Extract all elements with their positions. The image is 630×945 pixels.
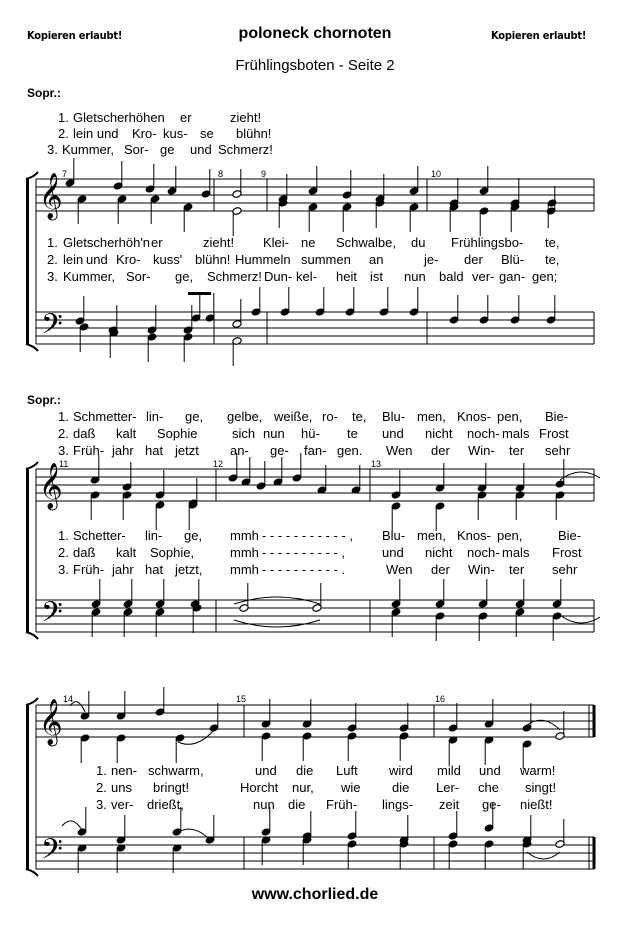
bass-clef: 𝄢 <box>41 308 63 348</box>
lyric-word: te <box>347 426 358 441</box>
lyric-word: je- <box>424 252 439 267</box>
lyric-word: men, <box>417 528 446 543</box>
lyric-word: te, <box>352 409 367 424</box>
lyric-word: men, <box>417 409 446 424</box>
copy-notice-left: Kopieren erlaubt! <box>27 29 123 42</box>
lyric-word: Dun- <box>264 269 293 284</box>
lyric-word: ge, <box>184 528 203 543</box>
lyric-word: ge- <box>270 443 289 458</box>
lyric-word: nur, <box>292 780 314 795</box>
lyric-word: Blu- <box>382 409 406 424</box>
lyric-word: Knos- <box>457 409 491 424</box>
lyric-word: ne <box>301 235 316 250</box>
lyric-word: die <box>296 763 314 778</box>
lyric-word: jetzt <box>175 443 199 458</box>
lyric-word: gen; <box>532 269 558 284</box>
lyric-word: er <box>151 235 163 250</box>
lyric-word: 1. <box>96 763 107 778</box>
lyric-word: 2. <box>58 545 69 560</box>
lyric-word: Früh- <box>73 443 105 458</box>
lyric-word: Frost <box>539 426 569 441</box>
lyric-word: mmh <box>230 528 259 543</box>
lyric-word: ist <box>370 269 383 284</box>
lyric-word: che <box>478 780 499 795</box>
lyric-word: 2. <box>47 252 58 267</box>
lyric-word: der <box>464 252 483 267</box>
lyric-word: 3. <box>58 562 69 577</box>
lyric-word: an- <box>230 443 249 458</box>
lyric-word: weiße, <box>274 409 313 424</box>
lyric-word: Luft <box>336 763 358 778</box>
lyric-word: ver- <box>472 269 495 284</box>
lyric-word: zieht! <box>203 235 235 250</box>
lyric-word: Sor- <box>124 142 149 157</box>
lyric-word: kalt <box>116 545 137 560</box>
lyric-word: mmh <box>230 545 259 560</box>
lyric-word: Win- <box>468 562 495 577</box>
lyric-word: 2. <box>96 780 107 795</box>
lyric-word: ge, <box>185 409 204 424</box>
lyric-word: und <box>382 426 404 441</box>
lyric-word: nießt! <box>520 797 553 812</box>
system-2-lyric-line-3 <box>0 562 630 578</box>
lyric-word: die <box>288 797 306 812</box>
lyric-word: Schmerz! <box>218 142 273 157</box>
lyric-word: se <box>200 126 214 141</box>
lyric-word: kus- <box>163 126 188 141</box>
lyric-word: Gletscherhöh'n <box>63 235 151 250</box>
lyric-word: mild <box>437 763 461 778</box>
lyric-word: singt! <box>525 780 557 795</box>
lyric-word: noch- <box>467 426 500 441</box>
lyric-word: drießt, <box>147 797 184 812</box>
lyric-word: und <box>382 545 404 560</box>
lyric-word: Bie- <box>558 528 582 543</box>
system-3-lyric-line-1 <box>0 763 630 779</box>
lyric-word: ge- <box>482 797 501 812</box>
lyric-word: daß <box>73 426 96 441</box>
lyric-word: ter <box>509 562 525 577</box>
lyric-word: blühn! <box>236 126 272 141</box>
lyric-word: Ler- <box>436 780 460 795</box>
lyric-word: zieht! <box>230 110 262 125</box>
lyric-word: Frühlingsbo- <box>451 235 524 250</box>
measure-number: 16 <box>435 694 446 704</box>
lyric-word: kel- <box>296 269 317 284</box>
lyric-word: - - - - - - - - - - , <box>262 545 346 560</box>
lyric-word: uns <box>111 780 132 795</box>
lyric-word: an <box>369 252 384 267</box>
lyric-word: 2. <box>58 426 69 441</box>
system-2-soprano-lyric-line-2 <box>0 426 630 442</box>
lyric-word: lein <box>63 252 84 267</box>
system-1-soprano-label: Sopr.: <box>27 86 62 100</box>
lyric-word: ter <box>509 443 525 458</box>
lyric-word: blühn! <box>195 252 231 267</box>
lyric-word: Knos- <box>457 528 491 543</box>
lyric-word: - - - - - - - - - - - , <box>262 528 353 543</box>
lyric-word: Hummeln <box>235 252 291 267</box>
system-1-soprano-lyric-line-2 <box>0 126 630 142</box>
lyric-word: noch- <box>467 545 500 560</box>
lyric-word: nicht <box>425 545 453 560</box>
system-2-lyric-line-1 <box>0 528 630 544</box>
system-bracket <box>26 869 38 876</box>
lyric-word: mals <box>502 545 530 560</box>
lyric-word: und <box>479 763 501 778</box>
lyric-word: lein und <box>73 126 119 141</box>
lyric-word: 3. <box>96 797 107 812</box>
lyric-word: Kro- <box>132 126 157 141</box>
system-bracket <box>26 172 38 179</box>
measure-number: 15 <box>236 694 247 704</box>
lyric-word: te, <box>545 252 560 267</box>
lyric-word: zeit <box>439 797 460 812</box>
system-1-lyric-line-3 <box>0 269 630 285</box>
lyric-word: Früh- <box>326 797 358 812</box>
lyric-word: nicht <box>425 426 453 441</box>
lyric-word: - - - - - - - - - - . <box>262 562 346 577</box>
system-1-soprano-lyric-line-3 <box>0 142 630 158</box>
lyric-word: lin- <box>146 409 164 424</box>
system-3-lyric-line-3 <box>0 797 630 813</box>
website-footer: www.chorlied.de <box>251 886 379 903</box>
lyric-word: lings- <box>382 797 414 812</box>
lyric-word: lin- <box>145 528 163 543</box>
measure-number: 9 <box>261 169 267 179</box>
lyric-word: jahr <box>112 562 134 577</box>
system-1-soprano-lyric-line-1 <box>0 110 630 126</box>
lyric-word: bald <box>439 269 464 284</box>
treble-clef: 𝄞 <box>39 173 63 219</box>
system-1-lyric-line-1 <box>0 235 630 251</box>
lyric-word: pen, <box>497 528 523 543</box>
lyric-word: Horcht <box>240 780 279 795</box>
lyric-word: Schwalbe, <box>336 235 396 250</box>
lyric-word: 3. <box>47 142 58 157</box>
measure-number: 8 <box>218 169 224 179</box>
lyric-word: Blü- <box>501 252 525 267</box>
lyric-word: nun <box>263 426 285 441</box>
measure-number: 7 <box>62 169 68 179</box>
bass-clef: 𝄢 <box>41 833 63 873</box>
treble-clef: 𝄞 <box>39 699 63 745</box>
lyric-word: ge, <box>175 269 194 284</box>
publisher-title: poloneck chornoten <box>238 25 392 42</box>
lyric-word: kuss' <box>153 252 183 267</box>
lyric-word: Kummer, <box>63 269 116 284</box>
lyric-word: sehr <box>552 562 578 577</box>
lyric-word: bringt! <box>153 780 190 795</box>
lyric-word: jahr <box>112 443 134 458</box>
lyric-word: mmh <box>230 562 259 577</box>
lyric-word: 3. <box>47 269 58 284</box>
lyric-word: Kummer, <box>62 142 115 157</box>
slur <box>62 821 82 830</box>
lyric-word: hü- <box>301 426 320 441</box>
lyric-word: gelbe, <box>227 409 263 424</box>
lyric-word: und <box>86 252 108 267</box>
lyric-word: Kro- <box>116 252 141 267</box>
lyric-word: fan- <box>304 443 327 458</box>
lyric-word: der <box>431 443 450 458</box>
lyric-word: 3. <box>58 443 69 458</box>
lyric-word: er <box>180 110 192 125</box>
lyric-word: Sor- <box>126 269 151 284</box>
lyric-word: Klei- <box>263 235 290 250</box>
lyric-word: jetzt, <box>175 562 203 577</box>
system-2-lyric-line-2 <box>0 545 630 561</box>
measure-number: 13 <box>371 459 382 469</box>
lyric-word: gan- <box>499 269 526 284</box>
lyric-word: nun <box>404 269 426 284</box>
measure-number: 14 <box>63 694 74 704</box>
lyric-word: mals <box>502 426 530 441</box>
treble-clef: 𝄞 <box>39 463 63 509</box>
lyric-word: hat <box>145 443 164 458</box>
system-2-soprano-label: Sopr.: <box>27 393 62 407</box>
system-bracket <box>26 344 38 351</box>
system-bracket <box>26 462 38 469</box>
lyric-word: Bie- <box>545 409 569 424</box>
lyric-word: 1. <box>58 528 69 543</box>
lyric-word: Wen <box>386 562 413 577</box>
lyric-word: 2. <box>58 126 69 141</box>
lyric-word: ge <box>160 142 175 157</box>
lyric-word: sehr <box>545 443 571 458</box>
lyric-word: Win- <box>468 443 495 458</box>
lyric-word: te, <box>545 235 560 250</box>
measure-number: 11 <box>59 459 69 469</box>
lyric-word: der <box>431 562 450 577</box>
lyric-word: Schmerz! <box>207 269 262 284</box>
lyric-word: summen <box>301 252 351 267</box>
lyric-word: Blu- <box>382 528 406 543</box>
system-bracket <box>26 698 38 705</box>
system-2-soprano-lyric-line-1 <box>0 409 630 425</box>
lyric-word: Frost <box>552 545 582 560</box>
lyric-word: hat <box>145 562 164 577</box>
bass-clef: 𝄢 <box>41 596 63 636</box>
system-bracket <box>26 632 38 639</box>
lyric-word: heit <box>336 269 357 284</box>
measure-number: 12 <box>213 459 224 469</box>
lyric-word: sich <box>232 426 256 441</box>
lyric-word: Gletscherhöhen <box>73 110 165 125</box>
page-subtitle: Frühlingsboten - Seite 2 <box>235 57 395 74</box>
lyric-word: Wen <box>386 443 413 458</box>
beam <box>188 292 211 295</box>
system-3-lyric-line-2 <box>0 780 630 796</box>
lyric-word: wird <box>389 763 413 778</box>
lyric-word: gen. <box>337 443 363 458</box>
lyric-word: daß <box>73 545 96 560</box>
lyric-word: 1. <box>58 110 69 125</box>
lyric-word: schwarm, <box>148 763 204 778</box>
measure-number: 10 <box>431 169 442 179</box>
system-1-lyric-line-2 <box>0 252 630 268</box>
lyric-word: wie <box>341 780 361 795</box>
lyric-word: kalt <box>116 426 137 441</box>
copy-notice-right: Kopieren erlaubt! <box>491 29 587 42</box>
lyric-word: Sophie, <box>150 545 195 560</box>
lyric-word: Schetter- <box>73 528 126 543</box>
lyric-word: Schmetter- <box>73 409 137 424</box>
lyric-word: die <box>392 780 410 795</box>
lyric-word: ver- <box>111 797 134 812</box>
lyric-word: 1. <box>58 409 69 424</box>
lyric-word: warm! <box>520 763 556 778</box>
lyric-word: du <box>411 235 426 250</box>
lyric-word: nun <box>253 797 275 812</box>
lyric-word: 1. <box>47 235 58 250</box>
lyric-word: und <box>255 763 277 778</box>
lyric-word: ro- <box>322 409 338 424</box>
lyric-word: pen, <box>497 409 523 424</box>
system-2-soprano-lyric-line-3 <box>0 443 630 459</box>
lyric-word: und <box>190 142 212 157</box>
lyric-word: Früh- <box>73 562 105 577</box>
lyric-word: Sophie <box>157 426 198 441</box>
lyric-word: nen- <box>111 763 138 778</box>
